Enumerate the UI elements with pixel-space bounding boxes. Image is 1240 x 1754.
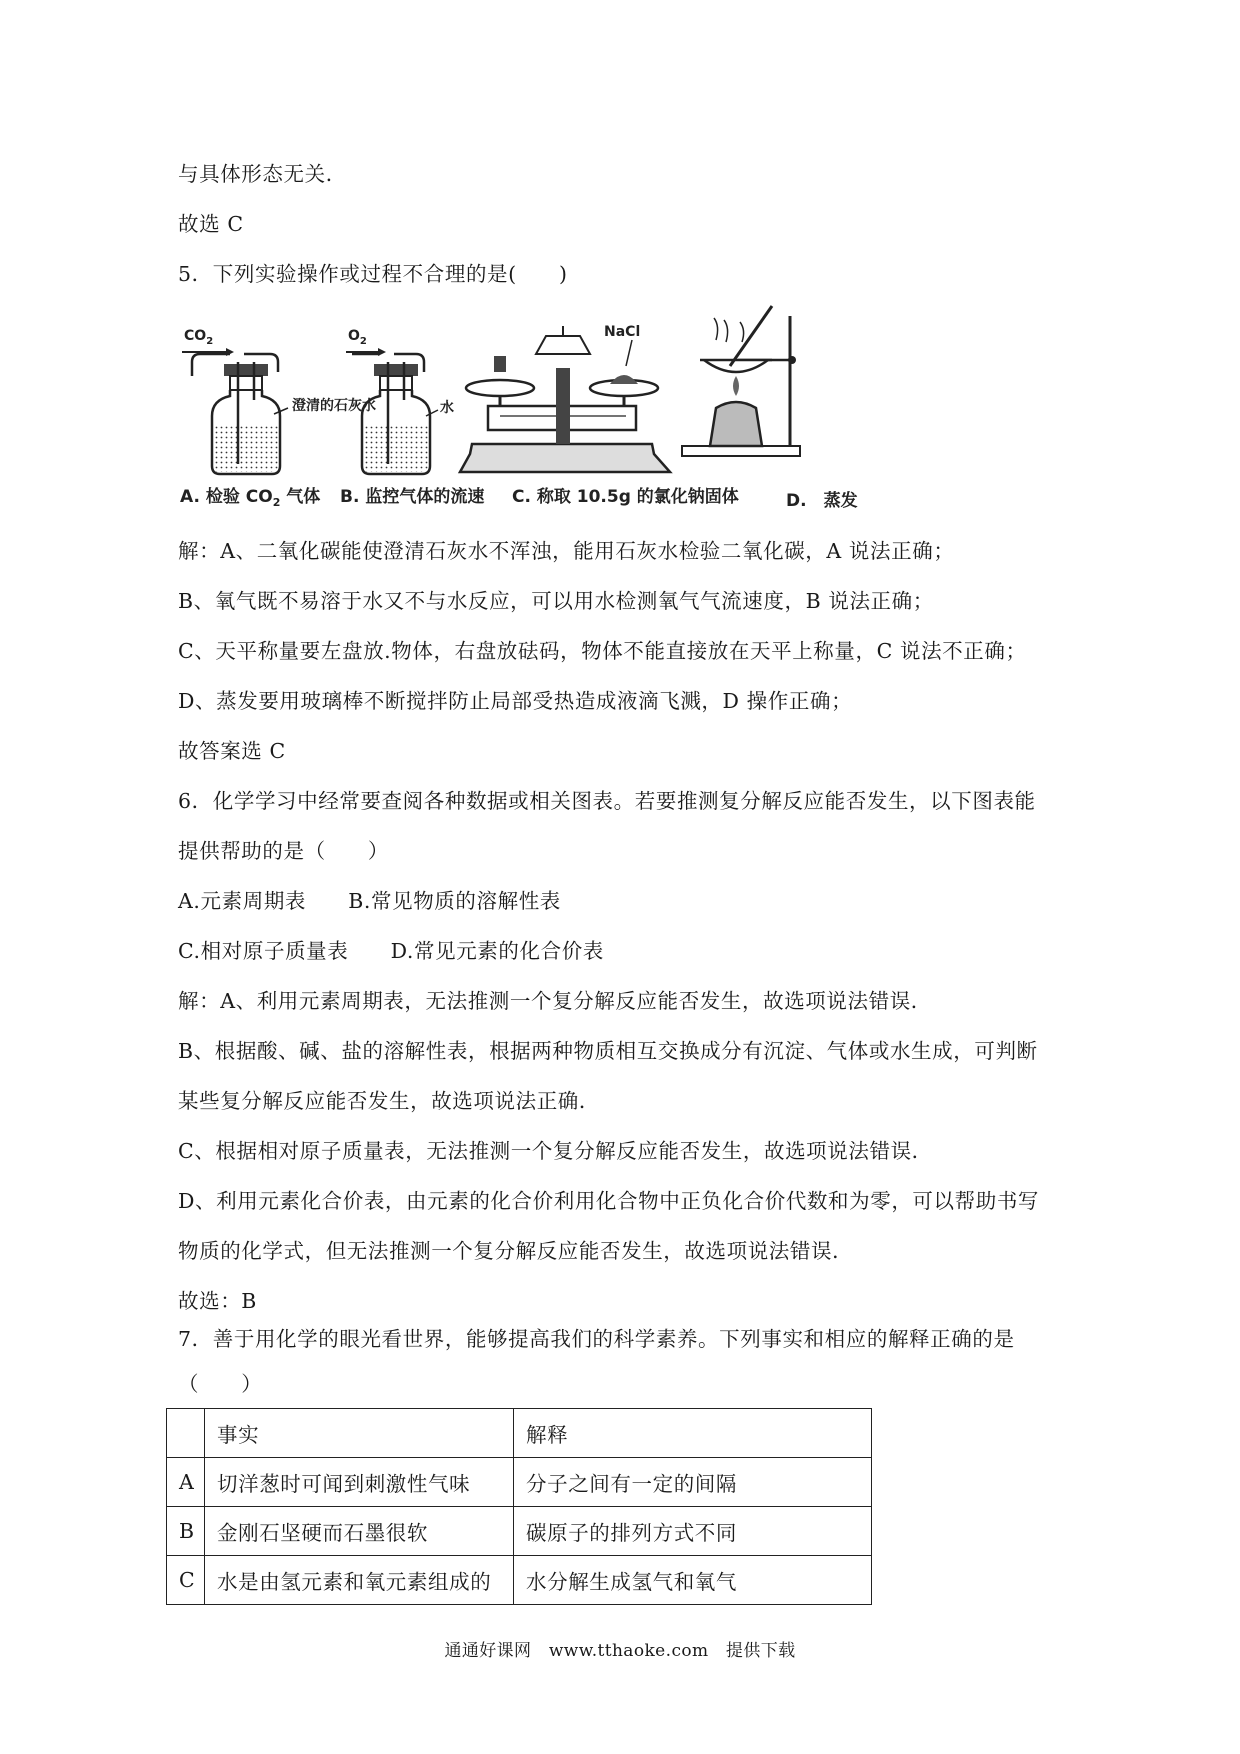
- table-row: [167, 1556, 872, 1605]
- caption-a: A. 检验 $CO_2$ 气体: [180, 487, 321, 509]
- caption-b: B. 监控气体的流速: [340, 487, 485, 507]
- text-line: C、天平称量要左盘放.物体，右盘放砝码，物体不能直接放在天平上称量，C 说法不正确；: [178, 639, 1027, 663]
- question-5-apparatus-figure: [170, 296, 915, 516]
- text-line: 物质的化学式，但无法推测一个复分解反应能否发生，故选项说法错误．: [178, 1239, 854, 1263]
- text-line: 故选：B: [178, 1289, 257, 1313]
- water-label: 水: [440, 400, 454, 416]
- table-cell: 金刚石坚硬而石墨很软: [205, 1507, 514, 1556]
- table-header-cell: 事实: [205, 1409, 514, 1458]
- text-line: 故选 C: [178, 212, 244, 236]
- table-cell: B: [167, 1507, 205, 1556]
- text-line: D、蒸发要用玻璃棒不断搅拌防止局部受热造成液滴飞溅，D 操作正确；: [178, 689, 853, 713]
- caption-c: C. 称取 10.5g 的氯化钠固体: [512, 487, 739, 507]
- question-7: 7．善于用化学的眼光看世界，能够提高我们的科学素养。下列事实和相应的解释正确的是: [178, 1327, 1015, 1351]
- caption-d: D. 蒸发: [786, 491, 858, 511]
- table-row: [167, 1507, 872, 1556]
- table-header-row: [167, 1409, 872, 1458]
- facts-table: [166, 1408, 872, 1605]
- options-line: C.相对原子质量表 D.常见元素的化合价表: [178, 939, 604, 963]
- apparatus-a-bottle: [182, 328, 376, 474]
- table-cell: 水是由氢元素和氧元素组成的: [205, 1556, 514, 1605]
- apparatus-c-balance: [460, 324, 670, 472]
- text-line: D、利用元素化合价表，由元素的化合价利用化合物中正负化合价代数和为零，可以帮助书写: [178, 1189, 1040, 1213]
- text-line: 与具体形态无关．: [178, 162, 347, 186]
- table-cell: 分子之间有一定的间隔: [514, 1458, 872, 1507]
- text-line: B、根据酸、碱、盐的溶解性表，根据两种物质相互交换成分有沉淀、气体或水生成，可判断: [178, 1039, 1038, 1063]
- table-cell: 水分解生成氢气和氧气: [514, 1556, 872, 1605]
- o2-label: $O_2$: [348, 328, 367, 347]
- page-footer: 通通好课网 www.tthaoke.com 提供下载: [444, 1641, 796, 1661]
- co2-label: $CO_2$: [184, 328, 214, 347]
- question-6: 6．化学学习中经常要查阅各种数据或相关图表。若要推测复分解反应能否发生，以下图表能: [178, 789, 1036, 813]
- text-line: B、氧气既不易溶于水又不与水反应，可以用水检测氧气气流速度，B 说法正确；: [178, 589, 934, 613]
- text-line: 解：A、利用元素周期表，无法推测一个复分解反应能否发生，故选项说法错误．: [178, 989, 932, 1013]
- options-line: A.元素周期表 B.常见物质的溶解性表: [178, 889, 561, 913]
- apparatus-d-evaporation: [682, 306, 800, 456]
- text-line: 解：A、二氧化碳能使澄清石灰水不浑浊，能用石灰水检验二氧化碳，A 说法正确；: [178, 539, 955, 563]
- text-line: 故答案选 C: [178, 739, 286, 763]
- text-line: 提供帮助的是（ ）: [178, 839, 389, 863]
- table-header-cell: 解释: [514, 1409, 872, 1458]
- table-cell: 切洋葱时可闻到刺激性气味: [205, 1458, 514, 1507]
- table-cell: 碳原子的排列方式不同: [514, 1507, 872, 1556]
- table-header-cell: [167, 1409, 205, 1458]
- text-line: 某些复分解反应能否发生，故选项说法正确．: [178, 1089, 600, 1113]
- nacl-label: NaCl: [604, 324, 641, 340]
- limewater-label: 澄清的石灰水: [292, 398, 376, 414]
- table-row: [167, 1458, 872, 1507]
- table-cell: A: [167, 1458, 205, 1507]
- text-line: C、根据相对原子质量表，无法推测一个复分解反应能否发生，故选项说法错误．: [178, 1139, 933, 1163]
- table-cell: C: [167, 1556, 205, 1605]
- question-5: 5．下列实验操作或过程不合理的是( ): [178, 262, 568, 286]
- text-line: （ ）: [178, 1372, 263, 1396]
